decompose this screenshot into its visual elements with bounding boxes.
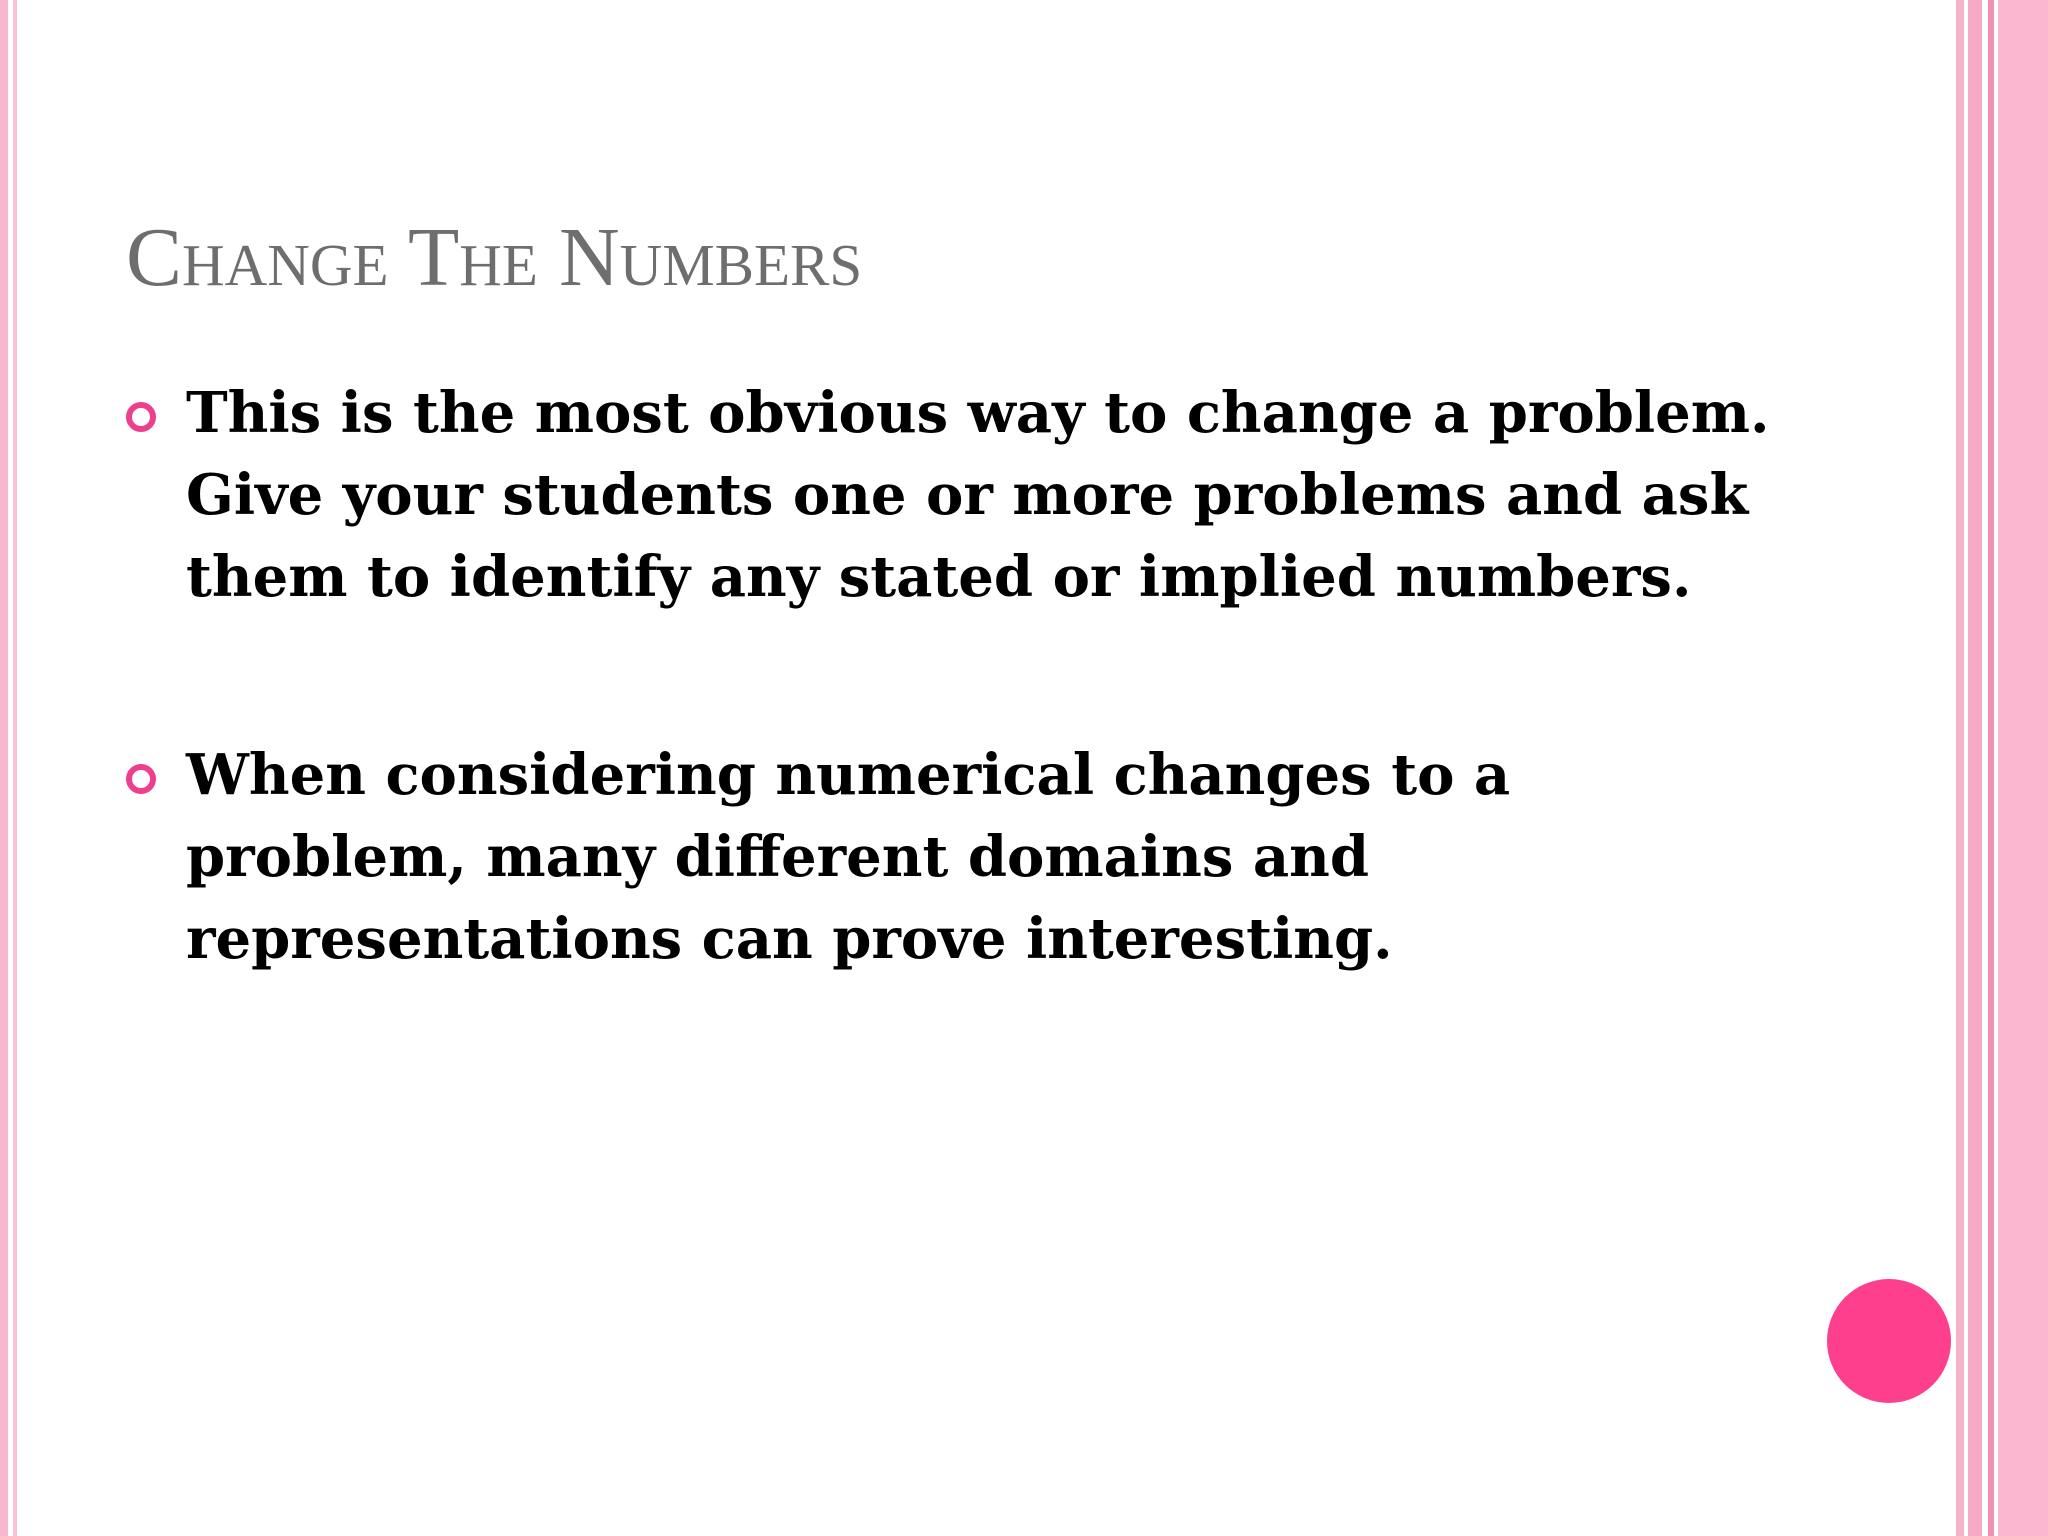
hollow-circle-bullet-icon	[126, 764, 156, 794]
left-border-stripe-thin	[13, 0, 17, 1536]
bullet-item	[126, 372, 1806, 618]
bullet-list	[126, 372, 1806, 980]
left-border-stripe	[0, 0, 8, 1536]
right-border-band	[1998, 0, 2048, 1536]
bullet-text: This is the most obvious way to change a problem. Give your students one or more problems and ask them to identify any stated or implied numbers.	[186, 380, 1770, 610]
right-border-stripe	[1968, 0, 1982, 1536]
right-border-stripe	[1956, 0, 1964, 1536]
pink-circle-icon	[1827, 1279, 1951, 1403]
bullet-text: When considering numerical changes to a problem, many different domains and representations can prove interesting.	[186, 742, 1511, 972]
hollow-circle-bullet-icon	[126, 402, 156, 432]
slide-title: Change The Numbers	[126, 211, 863, 304]
bullet-item	[126, 734, 1806, 980]
